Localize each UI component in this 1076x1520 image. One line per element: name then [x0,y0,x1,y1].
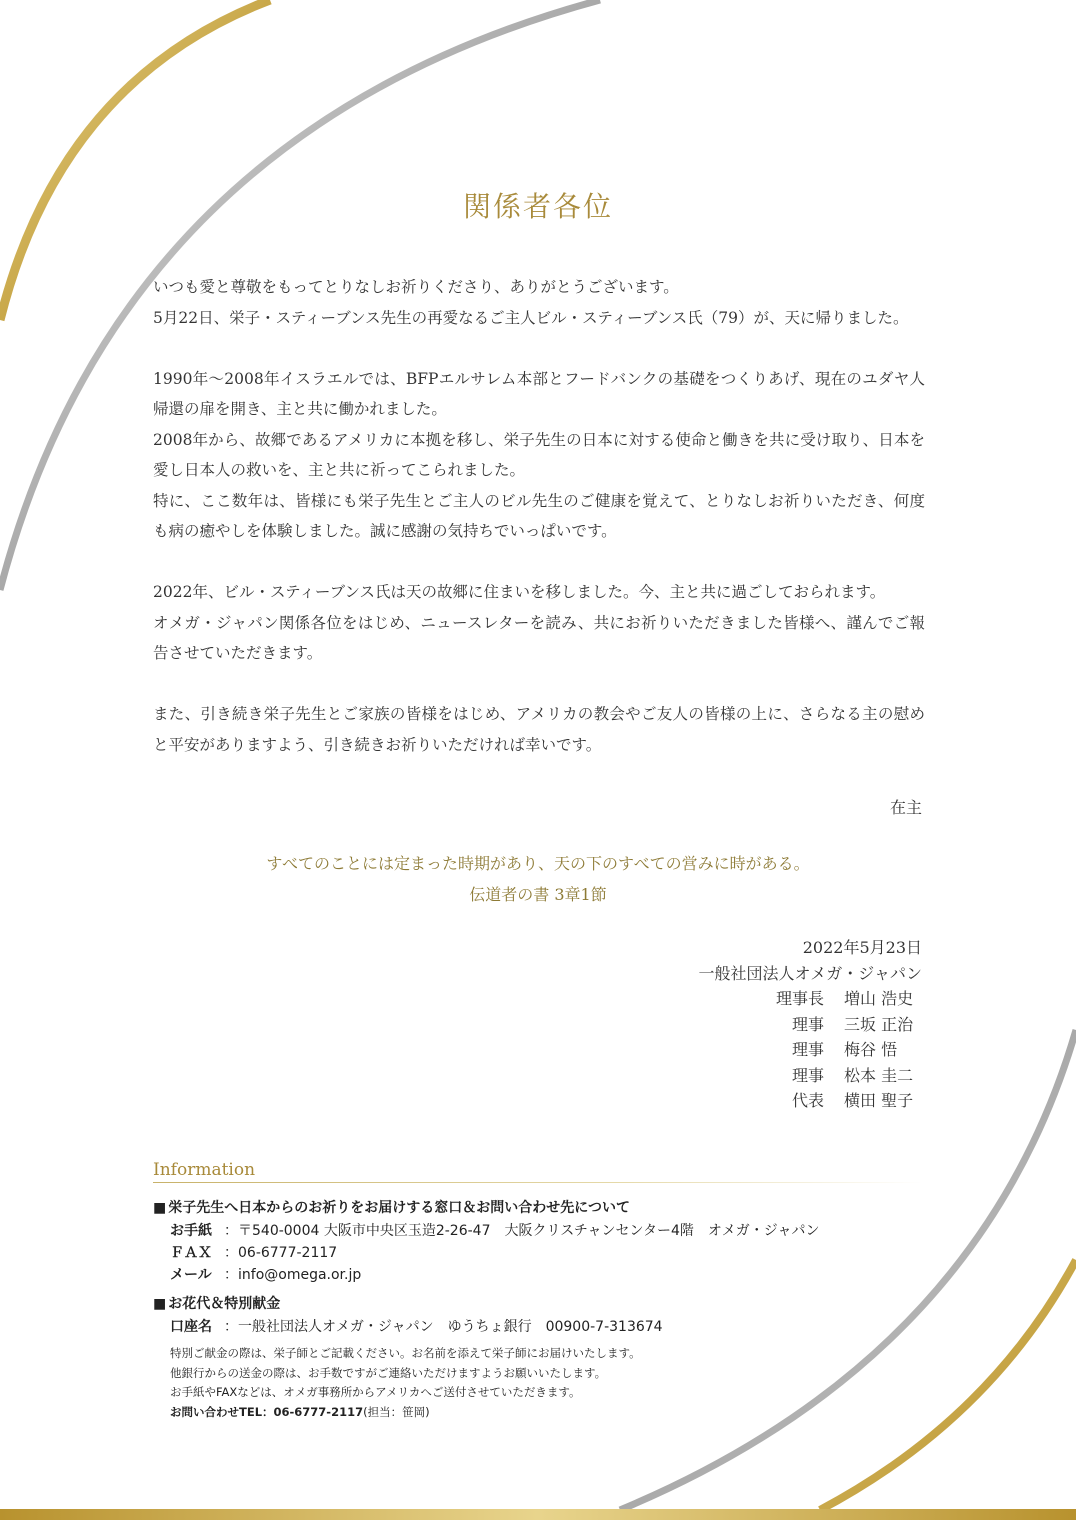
scripture-verse [0,848,1076,910]
email-label: メール [170,1267,212,1283]
fax-label: ＦＡＸ [170,1245,212,1261]
letter-body [153,272,925,791]
mail-value: ：〒540-0004 大阪市中央区玉造2-26-47 大阪クリスチャンセンター4階 オメガ・ジャパン [224,1223,820,1239]
verse-reference: 伝道者の書 3章1節 [469,885,607,904]
signatory-role: 理事 [791,1014,824,1034]
signatory-name: 松本 圭二 [844,1065,914,1085]
donation-note: お手紙やFAXなどは、オメガ事務所からアメリカへご送付させていただきます。 [170,1385,581,1399]
body-line: 特に、ここ数年は、皆様にも栄子先生とご主人のビル先生のご健康を覚えて、とりなしお祈りいただき、何度も病の癒やしを体験しました。誠に感謝の気持ちでいっぱいです。 [153,491,925,540]
contact-person: (担当：笹岡) [363,1404,430,1419]
page-title: 関係者各位 [462,190,613,223]
donation-section-title: ■ お花代＆特別献金 [153,1292,933,1316]
verse-text: すべてのことには定まった時期があり、天の下のすべての営みに時がある。 [266,854,810,873]
signatory-row [522,1012,922,1038]
body-line: 2008年から、故郷であるアメリカに本拠を移し、栄子先生の日本に対する使命と働きを共に受け取り、日本を愛し日本人の救いを、主と共に祈ってこられました。 [153,430,925,479]
account-value: ：一般社団法人オメガ・ジャパン ゆうちょ銀行 00900-7-313674 [224,1319,663,1335]
paragraph-2 [153,364,925,547]
signatory-role: 理事 [791,1040,824,1059]
paragraph-1 [153,272,925,333]
body-line: いつも愛と尊敬をもってとりなしお祈りくださり、ありがとうございます。 [153,278,679,296]
mail-address-line [153,1220,933,1242]
donation-note: 他銀行からの送金の際は、お手数ですがご連絡いただけますようお願いいたします。 [170,1365,607,1380]
mail-label: お手紙 [170,1223,212,1239]
closing-phrase: 在主 [889,798,922,817]
signatory-name: 梅谷 悟 [844,1040,898,1059]
information-divider [153,1182,923,1183]
account-line [153,1316,933,1338]
email-line [153,1264,933,1286]
gold-bottom-bar [0,1509,1076,1520]
body-line: オメガ・ジャパン関係各位をはじめ、ニュースレターを読み、共にお祈りいただきました皆様へ、謹んでご報告させていただきます。 [153,613,925,662]
signatory-name: 三坂 正治 [844,1014,914,1034]
paragraph-4 [153,699,925,760]
signature-block [522,935,922,1114]
fax-line [153,1242,933,1264]
signatory-role: 代表 [791,1091,824,1110]
information-section [153,1196,933,1422]
information-heading: Information [153,1160,256,1180]
signatory-role: 理事 [791,1065,824,1085]
signatory-row [522,1063,922,1089]
contact-phone-line [153,1403,933,1423]
signatory-name: 増山 浩史 [844,989,914,1008]
paragraph-3 [153,577,925,669]
signatory-row [522,986,922,1012]
organization-name: 一般社団法人オメガ・ジャパン [698,963,922,983]
letter-date: 2022年5月23日 [802,938,922,957]
body-line: 5月22日、栄子・スティーブンス先生の再愛なるご主人ビル・スティーブンス氏（79）が、天に帰りました。 [153,308,909,327]
contact-section-title: ■ 栄子先生へ日本からのお祈りをお届けする窓口＆お問い合わせ先について [153,1196,933,1220]
account-label: 口座名 [170,1319,212,1335]
fax-value: ：06-6777-2117 [224,1245,338,1261]
body-line: 1990年〜2008年イスラエルでは、BFPエルサレム本部とフードバンクの基礎をつくりあげ、現在のユダヤ人帰還の扉を開き、主と共に働かれました。 [153,369,925,418]
donation-note: 特別ご献金の際は、栄子師とご記載ください。お名前を添えて栄子師にお届けいたします。 [170,1346,641,1360]
signatory-role: 理事長 [775,989,824,1008]
body-line: また、引き続き栄子先生とご家族の皆様をはじめ、アメリカの教会やご友人の皆様の上に、さらなる主の慰めと平安がありますよう、引き続きお祈りいただければ幸いです。 [153,705,925,754]
signatory-name: 横田 聖子 [844,1091,914,1110]
email-value: ：info@omega.or.jp [224,1267,362,1283]
contact-phone: お問い合わせTEL：06-6777-2117 [170,1404,364,1419]
signatory-row [522,1037,922,1063]
signatory-row [522,1088,922,1114]
body-line: 2022年、ビル・スティーブンス氏は天の故郷に住まいを移しました。今、主と共に過ごしておられます。 [153,583,886,601]
